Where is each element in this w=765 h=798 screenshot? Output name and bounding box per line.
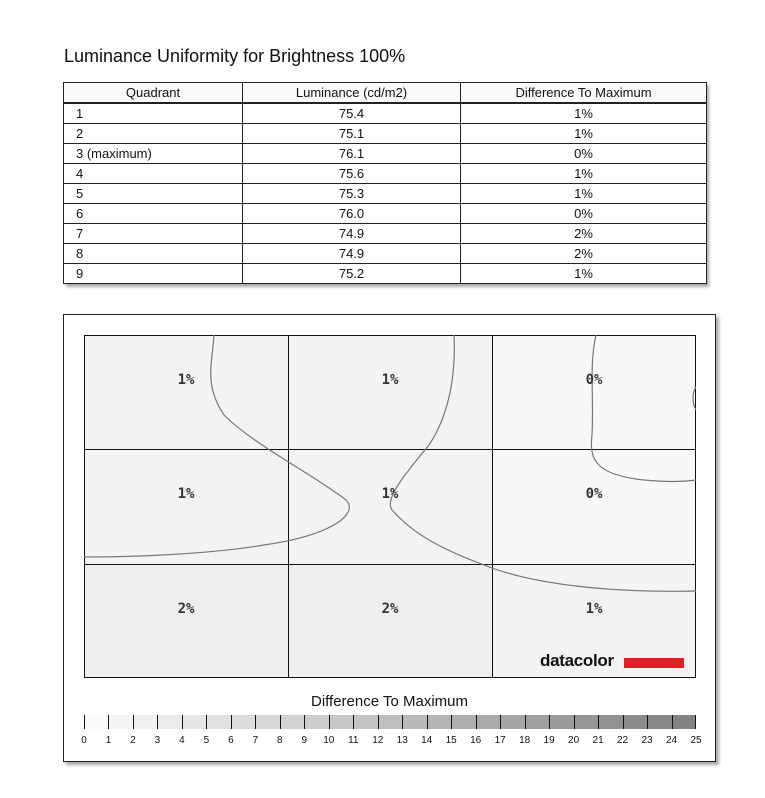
legend-swatch xyxy=(574,715,598,729)
legend-swatch xyxy=(304,715,328,729)
quadrant-cell: 2 xyxy=(64,124,243,144)
difference-cell: 1% xyxy=(461,124,707,144)
chart-title: Luminance Uniformity for Brightness 100% xyxy=(64,46,406,66)
legend-tick-label: 15 xyxy=(445,735,457,746)
difference-cell: 1% xyxy=(461,103,707,124)
difference-cell: 0% xyxy=(461,144,707,164)
table-row xyxy=(64,264,707,284)
legend-swatch xyxy=(206,715,230,729)
cell-value-label: 2% xyxy=(177,600,195,617)
quadrant-cell: 7 xyxy=(64,224,243,244)
legend-swatch xyxy=(231,715,255,729)
legend-swatch xyxy=(402,715,426,729)
contour-line xyxy=(390,335,696,591)
legend-swatch xyxy=(133,715,157,729)
legend-tick-label: 9 xyxy=(301,735,308,746)
legend-swatch xyxy=(500,715,524,729)
header-quadrant: Quadrant xyxy=(64,83,243,104)
cell-value-label: 1% xyxy=(381,486,399,503)
difference-cell: 1% xyxy=(461,184,707,204)
legend-swatch xyxy=(378,715,402,729)
luminance-cell: 75.2 xyxy=(243,264,461,284)
legend-swatch xyxy=(329,715,353,729)
cell-value-label: 1% xyxy=(381,372,399,388)
datacolor-logo-bar xyxy=(624,658,684,668)
table-row xyxy=(64,184,707,204)
legend-tick-label: 16 xyxy=(470,735,482,746)
table-header-row xyxy=(64,83,707,104)
legend-end-tick xyxy=(695,715,696,729)
luminance-cell: 75.4 xyxy=(243,103,461,124)
luminance-cell: 75.1 xyxy=(243,124,461,144)
luminance-cell: 76.0 xyxy=(243,204,461,224)
quadrant-cell: 4 xyxy=(64,164,243,184)
legend-swatch xyxy=(157,715,181,729)
legend-tick-label: 14 xyxy=(421,735,433,746)
legend-swatch xyxy=(84,715,108,729)
legend-swatch xyxy=(525,715,549,729)
difference-cell: 1% xyxy=(461,164,707,184)
cell-value-label: 1% xyxy=(177,372,195,388)
legend-tick-label: 17 xyxy=(494,735,506,746)
legend-tick-label: 18 xyxy=(519,735,531,746)
luminance-cell: 74.9 xyxy=(243,224,461,244)
legend-tick-label: 19 xyxy=(543,735,555,746)
table-row xyxy=(64,204,707,224)
legend-tick-label: 25 xyxy=(690,735,702,746)
cell-value-label: 0% xyxy=(585,372,603,388)
table-row xyxy=(64,124,707,144)
luminance-cell: 75.6 xyxy=(243,164,461,184)
legend-swatch xyxy=(672,715,696,729)
legend-tick-label: 10 xyxy=(323,735,335,746)
legend-swatch xyxy=(280,715,304,729)
uniformity-grid xyxy=(84,335,696,678)
table-row xyxy=(64,244,707,264)
table-row xyxy=(64,103,707,124)
legend-swatch xyxy=(549,715,573,729)
difference-cell: 1% xyxy=(461,264,707,284)
cell-value-label: 1% xyxy=(585,600,603,617)
quadrant-cell: 5 xyxy=(64,184,243,204)
legend-title: Difference To Maximum xyxy=(310,693,468,710)
contour-line xyxy=(693,387,696,410)
legend-swatch xyxy=(427,715,451,729)
legend-tick-label: 22 xyxy=(616,735,629,746)
legend-swatch xyxy=(598,715,622,729)
uniformity-chart-panel xyxy=(63,314,716,762)
contour-line xyxy=(84,335,349,557)
quadrant-cell: 6 xyxy=(64,204,243,224)
cell-value-label: 1% xyxy=(177,486,195,503)
luminance-table xyxy=(63,82,706,284)
header-difference: Difference To Maximum xyxy=(461,83,707,104)
table-row xyxy=(64,144,707,164)
cell-value-label: 2% xyxy=(381,600,399,617)
legend-tick-label: 21 xyxy=(592,735,604,746)
legend-swatch xyxy=(451,715,475,729)
difference-cell: 2% xyxy=(461,244,707,264)
table-row xyxy=(64,164,707,184)
table-row xyxy=(64,224,707,244)
luminance-cell: 74.9 xyxy=(243,244,461,264)
legend-swatch xyxy=(353,715,377,729)
luminance-cell: 76.1 xyxy=(243,144,461,164)
legend-tick-label: 1 xyxy=(105,735,112,746)
legend-swatch xyxy=(108,715,132,729)
legend-tick-label: 12 xyxy=(372,735,384,746)
cell-value-label: 0% xyxy=(585,486,603,503)
contour-line xyxy=(591,335,696,482)
legend-tick-label: 2 xyxy=(130,735,136,746)
legend-tick-label: 6 xyxy=(228,735,234,746)
datacolor-logo: datacolor xyxy=(540,651,614,670)
legend-tick-label: 4 xyxy=(179,735,185,746)
quadrant-cell: 1 xyxy=(64,103,243,124)
quadrant-cell: 9 xyxy=(64,264,243,284)
legend-tick-label: 23 xyxy=(641,735,653,746)
header-luminance: Luminance (cd/m2) xyxy=(243,83,461,104)
quadrant-cell: 8 xyxy=(64,244,243,264)
quadrant-cell: 3 (maximum) xyxy=(64,144,243,164)
legend-swatch xyxy=(623,715,647,729)
difference-cell: 0% xyxy=(461,204,707,224)
legend-tick-label: 7 xyxy=(252,735,259,746)
legend-swatch xyxy=(255,715,279,729)
legend-tick-labels xyxy=(81,735,702,749)
legend-tick-label: 8 xyxy=(277,735,283,746)
legend-swatch xyxy=(647,715,671,729)
legend-tick-label: 20 xyxy=(568,735,580,746)
legend-tick-label: 13 xyxy=(396,735,408,746)
legend-tick-label: 0 xyxy=(81,735,87,746)
legend-tick-label: 11 xyxy=(348,735,359,746)
legend-tick-label: 24 xyxy=(665,735,678,746)
luminance-cell: 75.3 xyxy=(243,184,461,204)
legend-tick-label: 3 xyxy=(154,735,161,746)
difference-cell: 2% xyxy=(461,224,707,244)
legend-scale xyxy=(84,715,696,729)
legend-swatch xyxy=(476,715,500,729)
legend-swatch xyxy=(182,715,206,729)
legend-tick-label: 5 xyxy=(203,735,210,746)
